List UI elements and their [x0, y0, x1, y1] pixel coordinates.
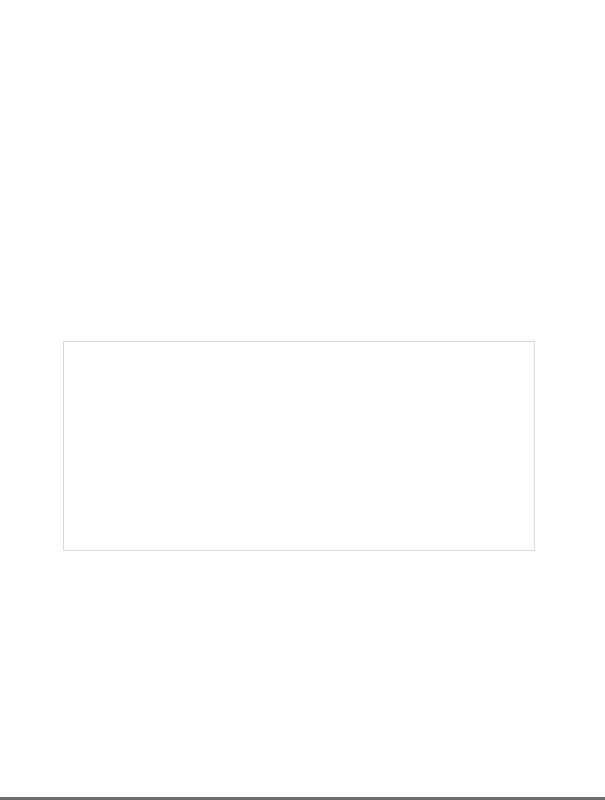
- bar-chart-figure-3: [63, 341, 535, 551]
- y-axis-label: [70, 370, 82, 460]
